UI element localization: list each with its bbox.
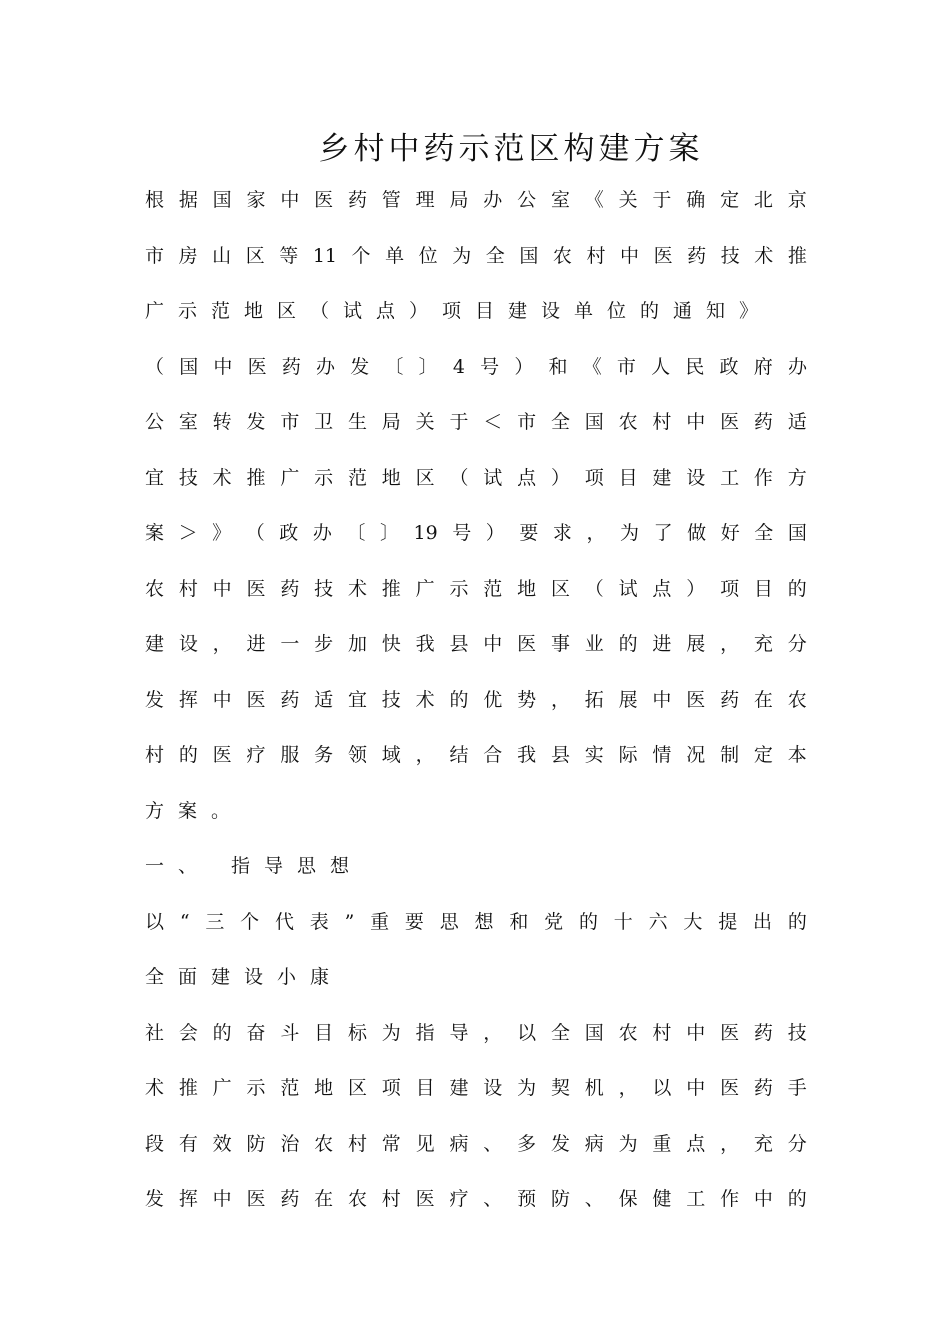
paragraph-line: 案 ＞ 》 （ 政 办 〔 〕 19 号 ） 要 求 ， 为 了 做 好 全 国 [145,522,807,544]
paragraph-line: （ 国 中 医 药 办 发 〔 〕 4 号 ） 和 《 市 人 民 政 府 办 [145,355,807,378]
document-body [145,185,807,1240]
paragraph-line: 根 据 国 家 中 医 药 管 理 局 办 公 室 《 关 于 确 定 北 京 [145,189,807,211]
document-title: 乡村中药示范区构建方案 [318,131,704,167]
paragraph-line: 村 的 医 疗 服 务 领 域 ， 结 合 我 县 实 际 情 况 制 定 本 [145,744,807,766]
paragraph-line: 发 挥 中 医 药 适 宜 技 术 的 优 势 ， 拓 展 中 医 药 在 农 [145,688,807,711]
paragraph-line: 建 设 ， 进 一 步 加 快 我 县 中 医 事 业 的 进 展 ， 充 分 [145,633,807,655]
paragraph-line: 广示范地区（试点）项目建设单位的通知》 [145,300,773,322]
paragraph-line: 全面建设小康 [145,966,344,988]
paragraph-line: 以 “ 三 个 代 表 ” 重 要 思 想 和 党 的 十 六 大 提 出 的 [145,910,807,933]
paragraph-line: 社 会 的 奋 斗 目 标 为 指 导 ， 以 全 国 农 村 中 医 药 技 [145,1021,807,1044]
paragraph-line: 段 有 效 防 治 农 村 常 见 病 、 多 发 病 为 重 点 ， 充 分 [145,1132,807,1155]
paragraph-line: 发 挥 中 医 药 在 农 村 医 疗 、 预 防 、 保 健 工 作 中 的 [145,1188,807,1210]
paragraph-line: 市 房 山 区 等 11 个 单 位 为 全 国 农 村 中 医 药 技 术 推 [145,244,807,267]
paragraph-line: 宜 技 术 推 广 示 范 地 区 （ 试 点 ） 项 目 建 设 工 作 方 [145,466,807,489]
paragraph-line: 术 推 广 示 范 地 区 项 目 建 设 为 契 机 ， 以 中 医 药 手 [145,1077,807,1099]
paragraph-line: 农 村 中 医 药 技 术 推 广 示 范 地 区 （ 试 点 ） 项 目 的 [145,577,807,600]
paragraph-line: 公 室 转 发 市 卫 生 局 关 于 ＜ 市 全 国 农 村 中 医 药 适 [145,411,807,433]
paragraph-line: 一、 指导思想 [145,855,364,877]
paragraph-line: 方案。 [145,799,245,822]
